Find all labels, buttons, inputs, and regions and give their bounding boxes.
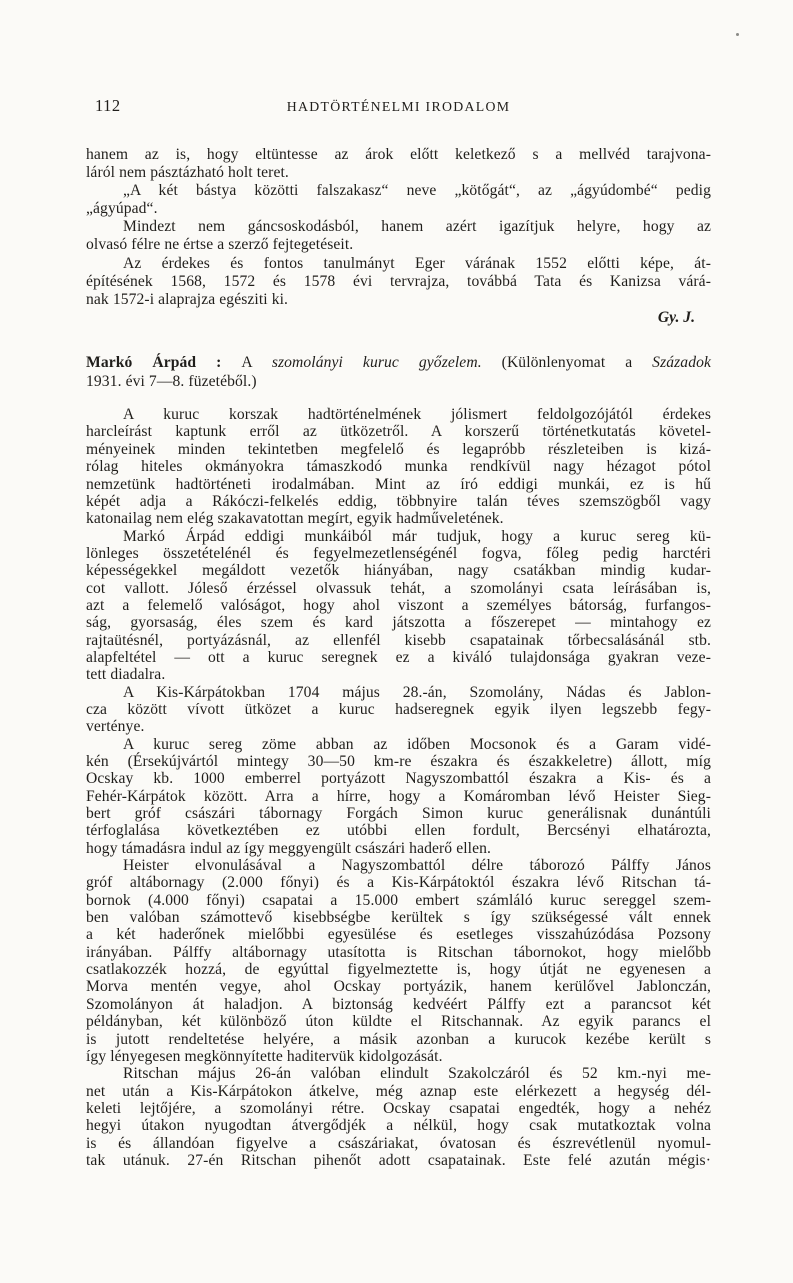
review-heading [86,354,711,391]
text-line: ményeinek minden tekintetben megfelelő és legapróbb részleteiben is kizá- [86,440,711,458]
text-line: A kuruc sereg zöme abban az időben Mocsonok és a Garam vidé- [123,735,711,753]
text-line: hogy támadásra indul az így meggyengült császári haderő ellen. [86,839,491,857]
text-line: cza között vívott ütközet a kuruc hadseregnek egyik ilyen legszebb fegy- [86,700,711,718]
paragraph [86,182,711,218]
text-line: nak 1572-i alaprajza egésziti ki. [86,290,289,308]
text-line: így lényegesen megkönnyítette haditervük kidolgozását. [86,1047,443,1065]
text-line: alapfeltétel — ott a kuruc seregnek ez a kiváló tulajdonsága gyakran veze- [86,648,711,666]
text-line: láról nem pásztázható holt teret. [86,164,289,182]
text-line: katonailag nem elég szakavatottan megírt, egyik hadműveletének. [86,510,504,528]
text-line: hanem az is, hogy eltüntesse az árok előtt keletkező s a mellvéd tarajvona- [86,146,711,163]
paragraph [86,218,711,254]
text-line: Ritschan május 26-án valóban elindult Szakolczáról és 52 km.-nyi me- [123,1065,711,1083]
review-heading-line [86,373,711,392]
review-title-part: 1931. évi 7—8. füzetéből.) [86,372,257,390]
text-line: ság, gyorsaság, éles szem és kard játszotta a főszerepet — mintahogy ez [86,614,711,632]
page-body [86,146,711,1169]
text-line: net után a Kis-Kárpátokon átkelve, még aznap este elérkezett a hegység dél- [86,1082,711,1100]
text-line: Markó Árpád eddigi munkáiból már tudjuk, hogy a kuruc sereg kü- [123,527,711,545]
text-line: Fehér-Kárpátok között. Arra a hírre, hogy a Komáromban lévő Heister Sieg- [86,787,711,805]
text-line: is és állandóan figyelve a császáriakat, óvatosan és észrevétlenül nyomul- [86,1134,711,1152]
text-line: Ocskay kb. 1000 emberrel portyázott Nagyszombattól északra a Kis- és a [86,770,711,788]
text-line: bornok (4.000 főnyi) csapatai a 15.000 embert számláló kuruc sereggel szem- [86,891,711,909]
paragraph [86,736,711,857]
text-line: cot vallott. Jóleső érzéssel olvassuk tehát, a szomolányi csata leírásában is, [86,579,711,597]
review-title-part: szomolányi kuruc győzelem. [271,353,482,371]
text-line: A kuruc korszak hadtörténelmének jólismert feldolgozójától érdekes [123,406,711,424]
text-line: tett diadalra. [86,666,166,684]
text-line: verténye. [86,718,145,736]
text-line: hegyi útakon nyugodtan átvergődjék a nélkül, hogy csak mutatkoztak volna [86,1117,711,1135]
text-line: bert gróf császári tábornagy Forgách Simon kuruc generálisnak dunántúli [86,805,711,823]
text-line: ben valóban számottevő kisebbségbe kerültek s így szükségessé vált ennek [86,909,711,927]
paragraph [86,255,711,309]
paragraph [86,684,711,736]
text-line: térfoglalása következtében ez utóbbi ellen fordult, Bercsényi elhatározta, [86,822,711,840]
text-line: irányában. Pálffy altábornagy utasította is Ritschan tábornokot, hogy mielőbb [86,943,711,961]
page-header [86,0,711,116]
text-line: Az érdekes és fontos tanulmányt Eger várának 1552 előtti képe, át- [123,254,711,272]
text-line: példányban, két különböző úton küldte el Ritschannak. Az egyik parancs el [86,1013,711,1031]
text-line: A Kis-Kárpátokban 1704 május 28.-án, Szomolány, Nádas és Jablon- [123,683,711,701]
text-line: Morva mentén vegye, ahol Ocskay portyázik, hanem kerülővel Jablonczán, [86,978,711,996]
text-line: olvasó félre ne értse a szerző fejtegetéseit. [86,236,354,254]
running-head-title: HADTÖRTÉNELMI IRODALOM [286,99,511,114]
text-line: Mindezt nem gáncsoskodásból, hanem azért igazítjuk helyre, hogy az [123,218,711,236]
text-line: „A két bástya közötti falszakasz“ neve „kötőgát“, az „ágyúdombé“ pedig [123,182,711,200]
text-line: azt a felemelő valóságot, hogy ahol viszont a személyes bátorság, furfangos- [86,596,711,614]
paragraph [86,146,711,182]
paragraph [86,1065,711,1169]
review-title-part: Századok [652,353,712,371]
review-title-part: A [241,353,272,371]
paragraph [86,528,711,684]
paragraph [86,406,711,527]
text-line: csatlakozzék hozzá, de egyúttal figyelmeztette is, hogy útját ne egyenesen a [86,961,711,979]
paragraph [86,857,711,1065]
text-line: Szomolányon át haladjon. A biztonság kedvéért Pálffy ezt a parancsot két [86,995,711,1013]
text-line: nemzetünk hadtörténeti irodalmában. Mint az író eddigi munkái, ez is hű [86,475,711,493]
review-heading-line [86,354,711,373]
text-line: képességekkel megáldott vezetők hiányában, nagy csatákban mindig kudar- [86,562,711,580]
text-line: is jutott rendeltetése helyére, a másik azonban a kurucok kezébe került s [86,1030,711,1048]
text-line: kén (Érsekújvártól mintegy 30—50 km-re északra és északkeletre) állott, míg [86,753,711,770]
text-line: gróf altábornagy (2.000 főnyi) és a Kis-Kárpátoktól északra lévő Ritschan tá- [86,874,711,892]
review-title-part: (Különlenyomat a [481,353,653,371]
reviewer-initials: Gy. J. [657,308,695,326]
text-line: Heister elvonulásával a Nagyszombattól délre táborozó Pálffy János [123,857,711,875]
text-line: lönleges összetételénél és fegyelmezetlenségénél fogva, főleg pedig harctéri [86,544,711,562]
scan-speck [736,33,739,36]
text-line: képét adja a Rákóczi-felkelés eddig, többnyire talán téves szemszögből vagy [86,492,711,510]
text-line: „ágyúpad“. [86,200,158,218]
text-line: tak utánuk. 27-én Ritschan pihenőt adott csapatainak. Este felé azután mégis· [86,1151,711,1169]
page-number: 112 [95,96,121,115]
text-line: harcleírást kaptunk erről az ütközetről. A korszerű történetkutatás követel- [86,423,711,441]
text-line: a két haderőnek mielőbbi egyesülése és esetleges visszahúzódása Pozsony [86,926,711,944]
review-author: Markó Árpád : [86,353,242,371]
text-line: rajtaütésnél, portyázásnál, az ellenfél kisebb csapatainak tőrbecsalásánál stb. [86,631,711,649]
text-line: építésének 1568, 1572 és 1578 évi tervrajza, továbbá Tata és Kanizsa várá- [86,272,711,290]
text-line: keleti lejtőjére, a szomolányi rétre. Ocskay csapatai engedték, hogy a nehéz [86,1099,711,1117]
text-line: rólag hiteles okmányokra támaszkodó munka rendkívül nagy hézagot pótol [86,458,711,476]
